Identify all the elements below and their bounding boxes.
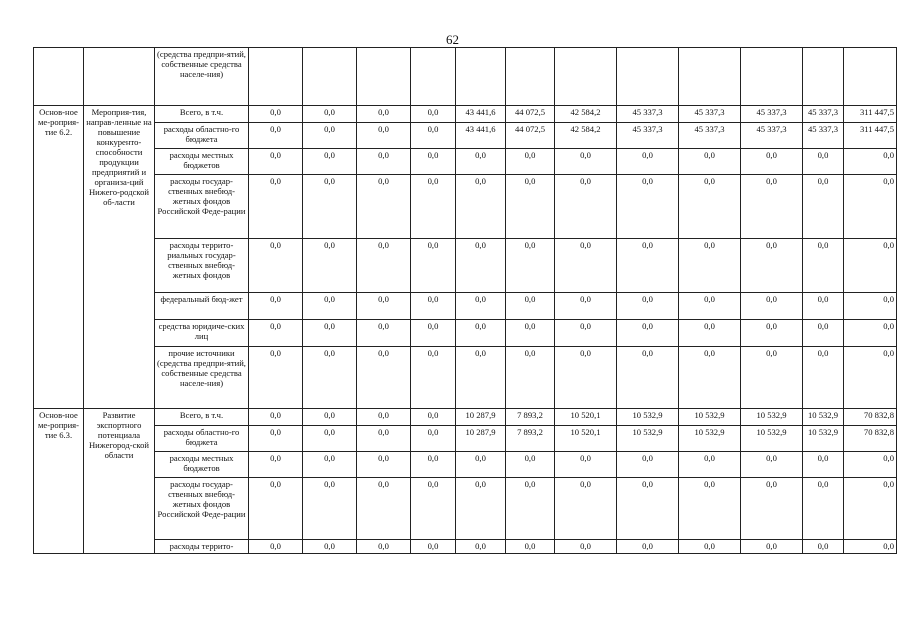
- value-cell: 0,0: [844, 320, 897, 347]
- value-cell: 45 337,3: [617, 123, 679, 149]
- value-cell: 0,0: [741, 175, 803, 239]
- value-cell: 0,0: [411, 452, 456, 478]
- value-cell: 0,0: [456, 320, 506, 347]
- value-cell: 0,0: [506, 452, 555, 478]
- value-cell: 0,0: [303, 239, 357, 293]
- funding-source-cell: расходы областно-го бюджета: [155, 426, 249, 452]
- value-cell: 0,0: [803, 293, 844, 320]
- value-cell: 0,0: [249, 347, 303, 409]
- value-cell: 0,0: [803, 452, 844, 478]
- funding-source-cell: расходы государ-ственных внебюд-жетных фондов Российской Феде-рации: [155, 175, 249, 239]
- value-cell: 0,0: [803, 540, 844, 554]
- value-cell: 0,0: [249, 478, 303, 540]
- value-cell: 0,0: [303, 478, 357, 540]
- value-cell: 45 337,3: [617, 106, 679, 123]
- value-cell: 0,0: [803, 149, 844, 175]
- value-cell: 0,0: [357, 452, 411, 478]
- table-row: [34, 48, 897, 106]
- value-cell: 0,0: [506, 540, 555, 554]
- value-cell: 311 447,5: [844, 106, 897, 123]
- value-cell: 0,0: [456, 540, 506, 554]
- value-cell: 0,0: [803, 239, 844, 293]
- table-row: [34, 540, 897, 554]
- value-cell: 0,0: [303, 409, 357, 426]
- value-cell: 0,0: [357, 239, 411, 293]
- measure-cell: Основ-ное ме-роприя-тие 6.3.: [34, 409, 84, 554]
- value-cell: 0,0: [679, 320, 741, 347]
- table-row: [34, 293, 897, 320]
- value-cell: 0,0: [411, 239, 456, 293]
- table-row: [34, 123, 897, 149]
- value-cell: 0,0: [357, 175, 411, 239]
- value-cell: [506, 48, 555, 106]
- value-cell: 0,0: [741, 452, 803, 478]
- value-cell: 0,0: [411, 320, 456, 347]
- value-cell: 0,0: [357, 320, 411, 347]
- value-cell: [741, 48, 803, 106]
- value-cell: 0,0: [617, 452, 679, 478]
- value-cell: 0,0: [249, 239, 303, 293]
- value-cell: 0,0: [617, 239, 679, 293]
- value-cell: [844, 48, 897, 106]
- value-cell: 0,0: [679, 149, 741, 175]
- value-cell: 10 532,9: [741, 426, 803, 452]
- value-cell: 0,0: [506, 347, 555, 409]
- table-row: [34, 409, 897, 426]
- value-cell: 0,0: [844, 347, 897, 409]
- value-cell: 0,0: [303, 106, 357, 123]
- budget-table: [33, 47, 897, 554]
- value-cell: 0,0: [741, 293, 803, 320]
- value-cell: 0,0: [679, 540, 741, 554]
- funding-source-cell: средства юридиче-ских лиц: [155, 320, 249, 347]
- table-body: [34, 48, 897, 554]
- value-cell: 0,0: [844, 540, 897, 554]
- value-cell: [357, 48, 411, 106]
- value-cell: 0,0: [303, 123, 357, 149]
- value-cell: 0,0: [803, 478, 844, 540]
- value-cell: 0,0: [741, 478, 803, 540]
- value-cell: 0,0: [249, 320, 303, 347]
- value-cell: 0,0: [555, 478, 617, 540]
- value-cell: 10 287,9: [456, 409, 506, 426]
- value-cell: 0,0: [357, 106, 411, 123]
- page-number: 62: [446, 32, 459, 47]
- value-cell: 0,0: [555, 347, 617, 409]
- value-cell: 0,0: [844, 478, 897, 540]
- value-cell: 0,0: [617, 540, 679, 554]
- value-cell: 0,0: [456, 293, 506, 320]
- value-cell: 0,0: [411, 540, 456, 554]
- value-cell: 0,0: [679, 239, 741, 293]
- value-cell: 45 337,3: [803, 106, 844, 123]
- measure-cell: Основ-ное ме-роприя-тие 6.2.: [34, 106, 84, 409]
- value-cell: 0,0: [303, 540, 357, 554]
- table-row: [34, 452, 897, 478]
- value-cell: 70 832,8: [844, 426, 897, 452]
- value-cell: 0,0: [741, 320, 803, 347]
- value-cell: 44 072,5: [506, 106, 555, 123]
- value-cell: 0,0: [357, 149, 411, 175]
- value-cell: 0,0: [506, 478, 555, 540]
- value-cell: 0,0: [741, 149, 803, 175]
- value-cell: 0,0: [555, 175, 617, 239]
- value-cell: 0,0: [456, 239, 506, 293]
- value-cell: 0,0: [357, 347, 411, 409]
- value-cell: 0,0: [411, 347, 456, 409]
- value-cell: 10 532,9: [679, 409, 741, 426]
- value-cell: 0,0: [249, 149, 303, 175]
- value-cell: 0,0: [555, 239, 617, 293]
- value-cell: [555, 48, 617, 106]
- value-cell: 42 584,2: [555, 123, 617, 149]
- value-cell: 0,0: [411, 478, 456, 540]
- program-cell: Мероприя-тия, направ-ленные на повышение конкуренто-способности продукции предприятий и организа-ций Нижего-родской об-ласти: [84, 106, 155, 409]
- funding-source-cell: расходы террито-риальных государ-ственных внебюд-жетных фондов: [155, 239, 249, 293]
- value-cell: 10 532,9: [617, 426, 679, 452]
- value-cell: 0,0: [679, 347, 741, 409]
- value-cell: 45 337,3: [741, 106, 803, 123]
- value-cell: 0,0: [411, 149, 456, 175]
- value-cell: 70 832,8: [844, 409, 897, 426]
- funding-source-cell: расходы местных бюджетов: [155, 452, 249, 478]
- value-cell: [411, 48, 456, 106]
- value-cell: 0,0: [411, 293, 456, 320]
- value-cell: 10 532,9: [617, 409, 679, 426]
- value-cell: 0,0: [555, 452, 617, 478]
- value-cell: 0,0: [303, 320, 357, 347]
- funding-source-cell: расходы террито-: [155, 540, 249, 554]
- value-cell: 0,0: [506, 320, 555, 347]
- value-cell: 0,0: [456, 149, 506, 175]
- value-cell: 0,0: [357, 409, 411, 426]
- value-cell: 0,0: [411, 123, 456, 149]
- program-cell: Развитие экспортного потенциала Нижегород-ской области: [84, 409, 155, 554]
- value-cell: 0,0: [506, 293, 555, 320]
- value-cell: 0,0: [249, 540, 303, 554]
- table-row: [34, 149, 897, 175]
- value-cell: 0,0: [303, 347, 357, 409]
- table-row: [34, 106, 897, 123]
- value-cell: 10 520,1: [555, 426, 617, 452]
- value-cell: 0,0: [803, 347, 844, 409]
- value-cell: 45 337,3: [679, 123, 741, 149]
- value-cell: 0,0: [506, 175, 555, 239]
- program-cell: [84, 48, 155, 106]
- value-cell: 0,0: [506, 149, 555, 175]
- funding-source-cell: расходы местных бюджетов: [155, 149, 249, 175]
- value-cell: 0,0: [679, 452, 741, 478]
- value-cell: [249, 48, 303, 106]
- value-cell: 0,0: [456, 175, 506, 239]
- value-cell: 0,0: [249, 293, 303, 320]
- value-cell: 0,0: [357, 123, 411, 149]
- table-row: [34, 239, 897, 293]
- value-cell: 0,0: [555, 320, 617, 347]
- value-cell: 0,0: [679, 175, 741, 239]
- value-cell: 0,0: [741, 239, 803, 293]
- funding-source-cell: расходы государ-ственных внебюд-жетных фондов Российской Феде-рации: [155, 478, 249, 540]
- value-cell: 0,0: [617, 149, 679, 175]
- value-cell: 0,0: [803, 175, 844, 239]
- table-row: [34, 320, 897, 347]
- value-cell: 0,0: [456, 452, 506, 478]
- value-cell: 0,0: [617, 320, 679, 347]
- value-cell: 7 893,2: [506, 409, 555, 426]
- value-cell: 0,0: [411, 106, 456, 123]
- value-cell: 0,0: [357, 540, 411, 554]
- value-cell: 0,0: [249, 106, 303, 123]
- value-cell: 0,0: [303, 426, 357, 452]
- value-cell: 10 532,9: [803, 426, 844, 452]
- value-cell: 42 584,2: [555, 106, 617, 123]
- value-cell: 0,0: [617, 478, 679, 540]
- value-cell: 0,0: [803, 320, 844, 347]
- value-cell: 0,0: [249, 409, 303, 426]
- value-cell: 0,0: [844, 239, 897, 293]
- value-cell: 0,0: [303, 175, 357, 239]
- value-cell: 0,0: [617, 347, 679, 409]
- value-cell: 0,0: [555, 540, 617, 554]
- value-cell: 0,0: [303, 149, 357, 175]
- value-cell: 0,0: [844, 149, 897, 175]
- value-cell: 0,0: [456, 478, 506, 540]
- table-row: [34, 347, 897, 409]
- table-row: [34, 478, 897, 540]
- value-cell: 0,0: [357, 478, 411, 540]
- value-cell: 45 337,3: [803, 123, 844, 149]
- value-cell: 0,0: [506, 239, 555, 293]
- value-cell: 0,0: [411, 175, 456, 239]
- value-cell: 0,0: [303, 293, 357, 320]
- funding-source-cell: федеральный бюд-жет: [155, 293, 249, 320]
- value-cell: 0,0: [411, 426, 456, 452]
- value-cell: 0,0: [844, 293, 897, 320]
- table-row: [34, 175, 897, 239]
- value-cell: 10 532,9: [679, 426, 741, 452]
- value-cell: 0,0: [679, 478, 741, 540]
- value-cell: 0,0: [249, 123, 303, 149]
- value-cell: 7 893,2: [506, 426, 555, 452]
- value-cell: 45 337,3: [741, 123, 803, 149]
- value-cell: 0,0: [741, 540, 803, 554]
- value-cell: 0,0: [844, 175, 897, 239]
- value-cell: [456, 48, 506, 106]
- value-cell: 10 532,9: [741, 409, 803, 426]
- value-cell: 0,0: [844, 452, 897, 478]
- funding-source-cell: (средства предпри-ятий, собственные средства населе-ния): [155, 48, 249, 106]
- funding-source-cell: прочие источники (средства предпри-ятий, собственные средства населе-ния): [155, 347, 249, 409]
- value-cell: 10 520,1: [555, 409, 617, 426]
- value-cell: 0,0: [249, 426, 303, 452]
- value-cell: 10 532,9: [803, 409, 844, 426]
- value-cell: 0,0: [617, 175, 679, 239]
- value-cell: 0,0: [679, 293, 741, 320]
- funding-source-cell: Всего, в т.ч.: [155, 409, 249, 426]
- value-cell: [679, 48, 741, 106]
- value-cell: 0,0: [741, 347, 803, 409]
- value-cell: 43 441,6: [456, 106, 506, 123]
- value-cell: 0,0: [555, 149, 617, 175]
- value-cell: 0,0: [456, 347, 506, 409]
- value-cell: 0,0: [249, 452, 303, 478]
- value-cell: 44 072,5: [506, 123, 555, 149]
- value-cell: 311 447,5: [844, 123, 897, 149]
- value-cell: [303, 48, 357, 106]
- value-cell: [617, 48, 679, 106]
- value-cell: 0,0: [555, 293, 617, 320]
- table-row: [34, 426, 897, 452]
- value-cell: 43 441,6: [456, 123, 506, 149]
- value-cell: 0,0: [357, 426, 411, 452]
- value-cell: 0,0: [617, 293, 679, 320]
- value-cell: 45 337,3: [679, 106, 741, 123]
- funding-source-cell: Всего, в т.ч.: [155, 106, 249, 123]
- value-cell: 0,0: [357, 293, 411, 320]
- value-cell: 0,0: [411, 409, 456, 426]
- measure-cell: [34, 48, 84, 106]
- value-cell: 10 287,9: [456, 426, 506, 452]
- value-cell: [803, 48, 844, 106]
- value-cell: 0,0: [249, 175, 303, 239]
- value-cell: 0,0: [303, 452, 357, 478]
- funding-source-cell: расходы областно-го бюджета: [155, 123, 249, 149]
